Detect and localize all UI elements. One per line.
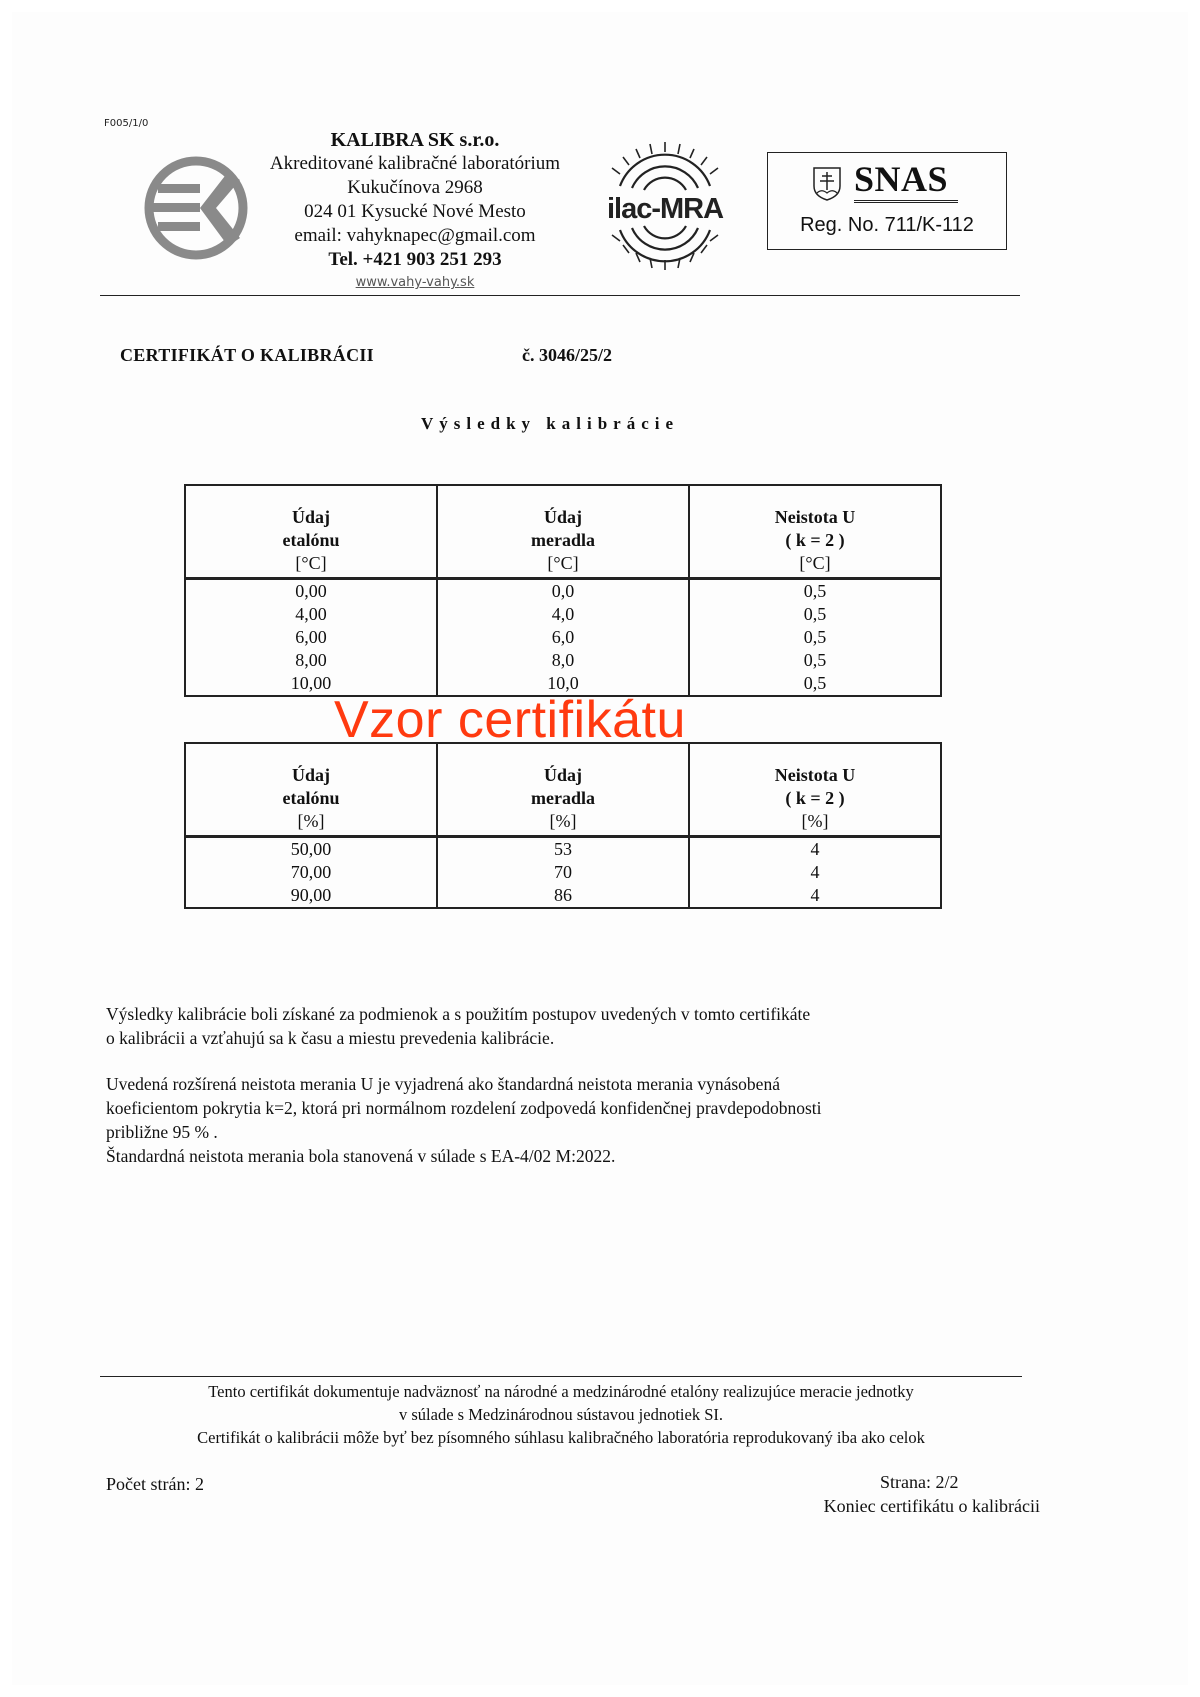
- header-divider: [100, 295, 1020, 296]
- uncertainty-values: 0,5 0,5 0,5 0,5 0,5: [689, 579, 941, 697]
- header-reference: Údaj etalónu [°C]: [185, 485, 437, 579]
- form-code: F005/1/0: [104, 118, 149, 129]
- table-header-row: [185, 743, 941, 837]
- certificate-number: č. 3046/25/2: [522, 345, 612, 365]
- company-street: Kukučínova 2968: [347, 177, 483, 198]
- end-of-certificate-note: Koniec certifikátu o kalibrácii: [823, 1496, 1040, 1516]
- snas-name: SNAS: [854, 159, 949, 199]
- ilac-mra-logo-icon: [590, 138, 740, 274]
- humidity-results-table: [184, 742, 942, 909]
- company-subtitle: Akreditované kalibračné laboratórium: [269, 153, 561, 174]
- table-header-row: [185, 485, 941, 579]
- sample-watermark: Vzor certifikátu: [334, 691, 686, 749]
- reference-values: 0,00 4,00 6,00 8,00 10,00: [185, 579, 437, 697]
- snas-registration-number: Reg. No. 711/K-112: [800, 214, 974, 236]
- company-phone: Tel. +421 903 251 293: [328, 249, 502, 270]
- footer-traceability-line: Tento certifikát dokumentuje nadväznosť na národné a medzinárodné etalóny realizujúce meracie jednotky: [208, 1382, 914, 1401]
- footer-reproduction-line: Certifikát o kalibrácii môže byť bez písomného súhlasu kalibračného laboratória reprodukovaný iba ako celok: [197, 1428, 925, 1447]
- uncertainty-statement: Uvedená rozšírená neistota merania U je vyjadrená ako štandardná neistota merania vynásobená koeficientom pokrytia k=2, ktorá pri normálnom rozdelení zodpovedá konfidenčnej pravdepodobnosti približne 95 % . Štandardná neistota merania bola stanovená v súlade s EA-4/02 M:2022.: [106, 1074, 822, 1166]
- table-data-row: [185, 579, 941, 697]
- temperature-results-table: [184, 484, 942, 697]
- page-count: Počet strán: 2: [106, 1474, 204, 1494]
- company-email: email: vahyknapec@gmail.com: [294, 225, 536, 246]
- page-number: Strana: 2/2: [880, 1472, 959, 1492]
- header-uncertainty: Neistota U ( k = 2 ) [°C]: [689, 485, 941, 579]
- meter-values: 53 70 86: [437, 837, 689, 909]
- header-uncertainty: Neistota U ( k = 2 ) [%]: [689, 743, 941, 837]
- snas-underline: [854, 200, 958, 203]
- company-name: KALIBRA SK s.r.o.: [330, 129, 500, 151]
- header-reference: Údaj etalónu [%]: [185, 743, 437, 837]
- table-data-row: [185, 837, 941, 909]
- company-city: 024 01 Kysucké Nové Mesto: [304, 201, 526, 222]
- svg-text:ilac-MRA: ilac-MRA: [606, 193, 724, 225]
- company-website-link[interactable]: www.vahy-vahy.sk: [355, 275, 475, 290]
- certificate-title: CERTIFIKÁT O KALIBRÁCII: [120, 345, 374, 365]
- footer-si-line: v súlade s Medzinárodnou sústavou jednotiek SI.: [399, 1405, 723, 1424]
- company-block: [250, 128, 580, 294]
- slovak-coat-of-arms-icon: [812, 166, 842, 202]
- results-statement: Výsledky kalibrácie boli získané za podmienok a s použitím postupov uvedených v tomto certifikáte o kalibrácii a vzťahujú sa k času a miestu prevedenia kalibrácie.: [106, 1004, 811, 1048]
- header-meter: Údaj meradla [%]: [437, 743, 689, 837]
- header-meter: Údaj meradla [°C]: [437, 485, 689, 579]
- kalibra-logo-icon: [140, 156, 252, 260]
- reference-values: 50,00 70,00 90,00: [185, 837, 437, 909]
- meter-values: 0,0 4,0 6,0 8,0 10,0: [437, 579, 689, 697]
- uncertainty-values: 4 4 4: [689, 837, 941, 909]
- footer-divider: [100, 1376, 1022, 1377]
- results-title: Výsledky kalibrácie: [420, 414, 680, 433]
